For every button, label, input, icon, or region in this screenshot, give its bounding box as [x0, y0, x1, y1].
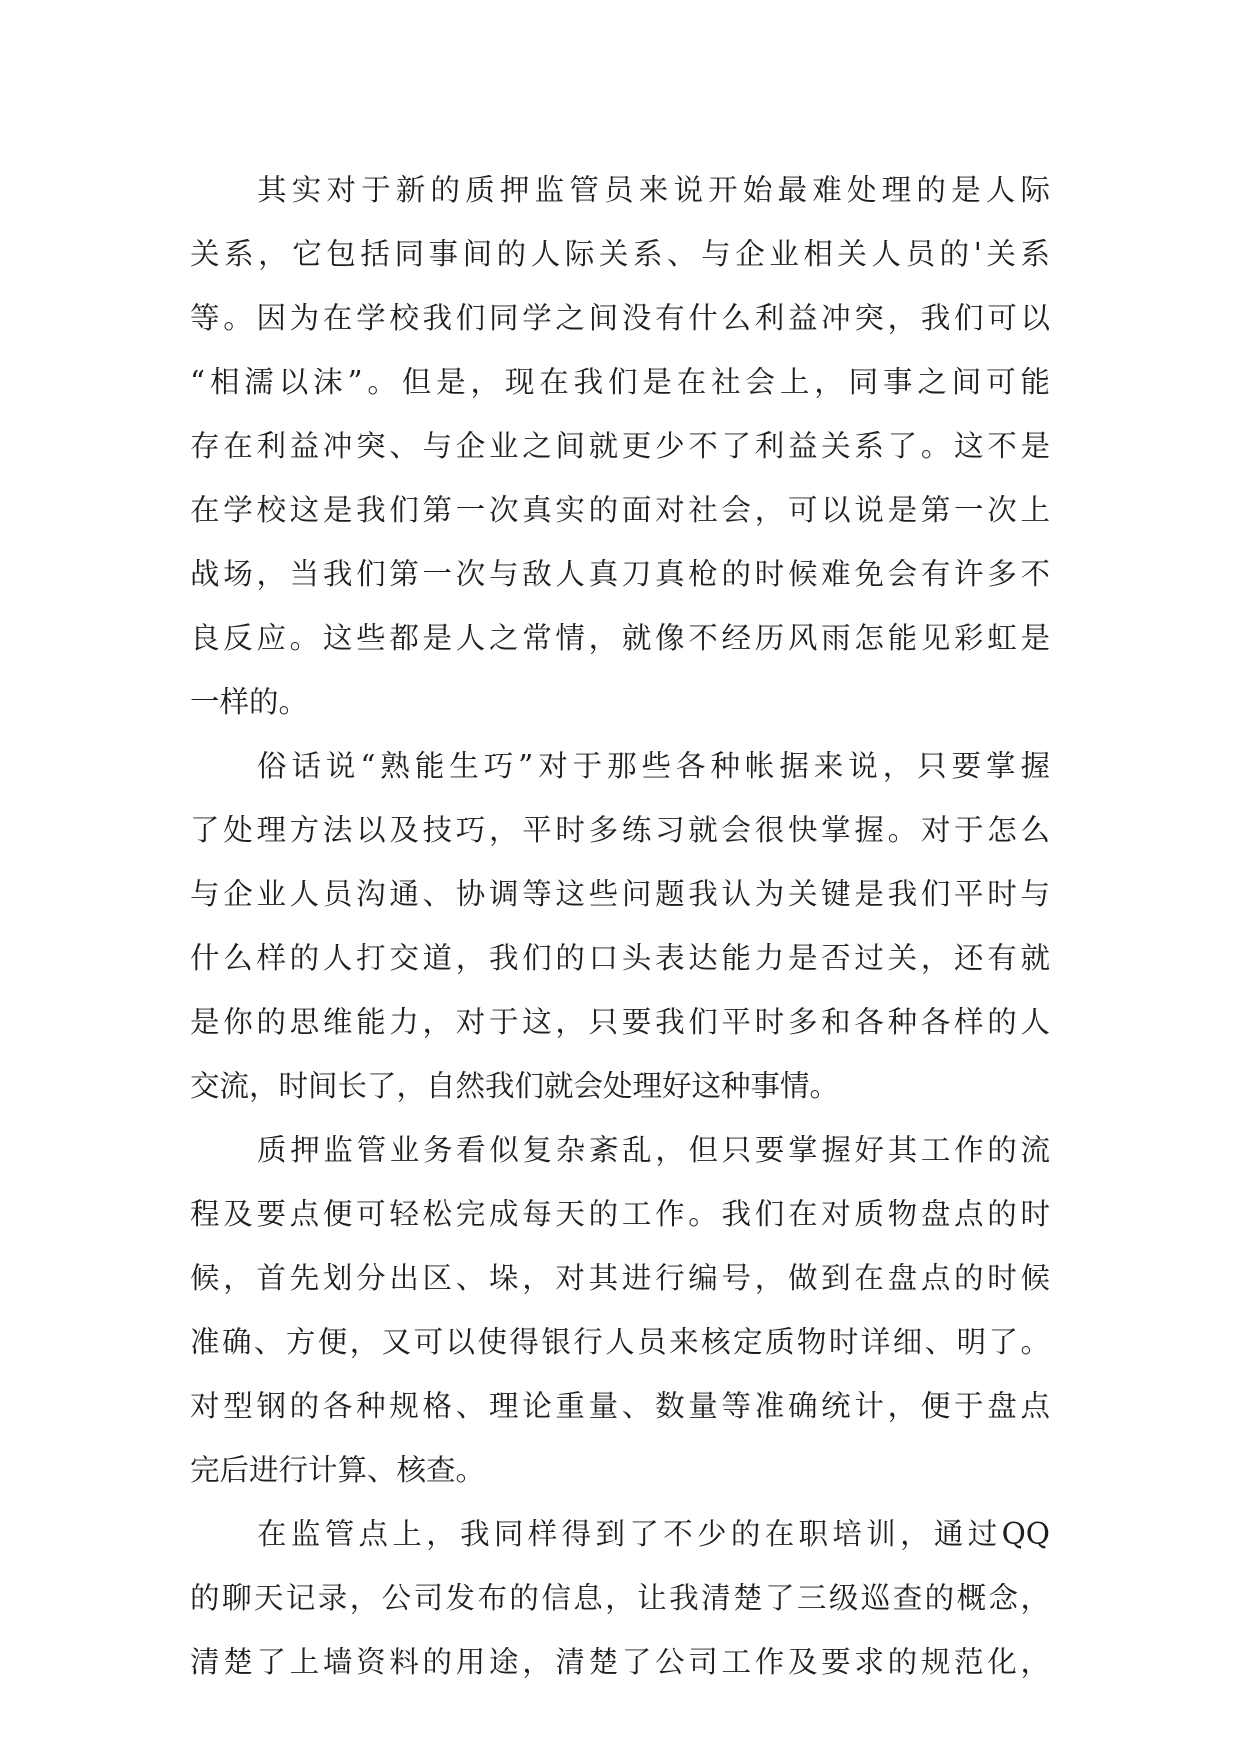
- text-line: 是你的思维能力，对于这，只要我们平时多和各种各样的人: [190, 1005, 1050, 1039]
- text-line: 等。因为在学校我们同学之间没有什么利益冲突，我们可以: [190, 301, 1050, 335]
- text-line: 在学校这是我们第一次真实的面对社会，可以说是第一次上: [190, 493, 1050, 527]
- text-line: 其实对于新的质押监管员来说开始最难处理的是人际: [257, 173, 1050, 207]
- text-line: 程及要点便可轻松完成每天的工作。我们在对质物盘点的时: [190, 1197, 1050, 1231]
- text-line: 什么样的人打交道，我们的口头表达能力是否过关，还有就: [190, 941, 1050, 975]
- text-line: 准确、方便，又可以使得银行人员来核定质物时详细、明了。: [190, 1325, 1050, 1359]
- paragraph-1: [190, 158, 1050, 734]
- text-line: 与企业人员沟通、协调等这些问题我认为关键是我们平时与: [190, 877, 1050, 911]
- text-line: 在监管点上，我同样得到了不少的在职培训，通过QQ: [257, 1517, 1050, 1551]
- text-line: 俗话说“熟能生巧”对于那些各种帐据来说，只要掌握: [257, 749, 1050, 783]
- text-line: 交流，时间长了，自然我们就会处理好这种事情。: [190, 1069, 840, 1103]
- text-line: 清楚了上墙资料的用途，清楚了公司工作及要求的规范化，: [190, 1645, 1050, 1679]
- text-line: 良反应。这些都是人之常情，就像不经历风雨怎能见彩虹是: [190, 621, 1050, 655]
- paragraph-2: [190, 734, 1050, 1118]
- text-line: 完后进行计算、核查。: [190, 1453, 486, 1487]
- text-line: 关系，它包括同事间的人际关系、与企业相关人员的'关系: [190, 237, 1050, 271]
- text-line: 的聊天记录，公司发布的信息，让我清楚了三级巡查的概念，: [190, 1581, 1050, 1615]
- text-line: “相濡以沫”。但是，现在我们是在社会上，同事之间可能: [190, 365, 1050, 399]
- text-line: 对型钢的各种规格、理论重量、数量等准确统计，便于盘点: [190, 1389, 1050, 1423]
- text-line: 候，首先划分出区、垛，对其进行编号，做到在盘点的时候: [190, 1261, 1050, 1295]
- text-line: 战场，当我们第一次与敌人真刀真枪的时候难免会有许多不: [190, 557, 1050, 591]
- text-line: 了处理方法以及技巧，平时多练习就会很快掌握。对于怎么: [190, 813, 1050, 847]
- text-line: 一样的。: [190, 685, 309, 719]
- text-line: 质押监管业务看似复杂紊乱，但只要掌握好其工作的流: [257, 1133, 1050, 1167]
- document-body: [190, 158, 1050, 1694]
- text-line: 存在利益冲突、与企业之间就更少不了利益关系了。这不是: [190, 429, 1050, 463]
- paragraph-3: [190, 1118, 1050, 1502]
- paragraph-4: [190, 1502, 1050, 1694]
